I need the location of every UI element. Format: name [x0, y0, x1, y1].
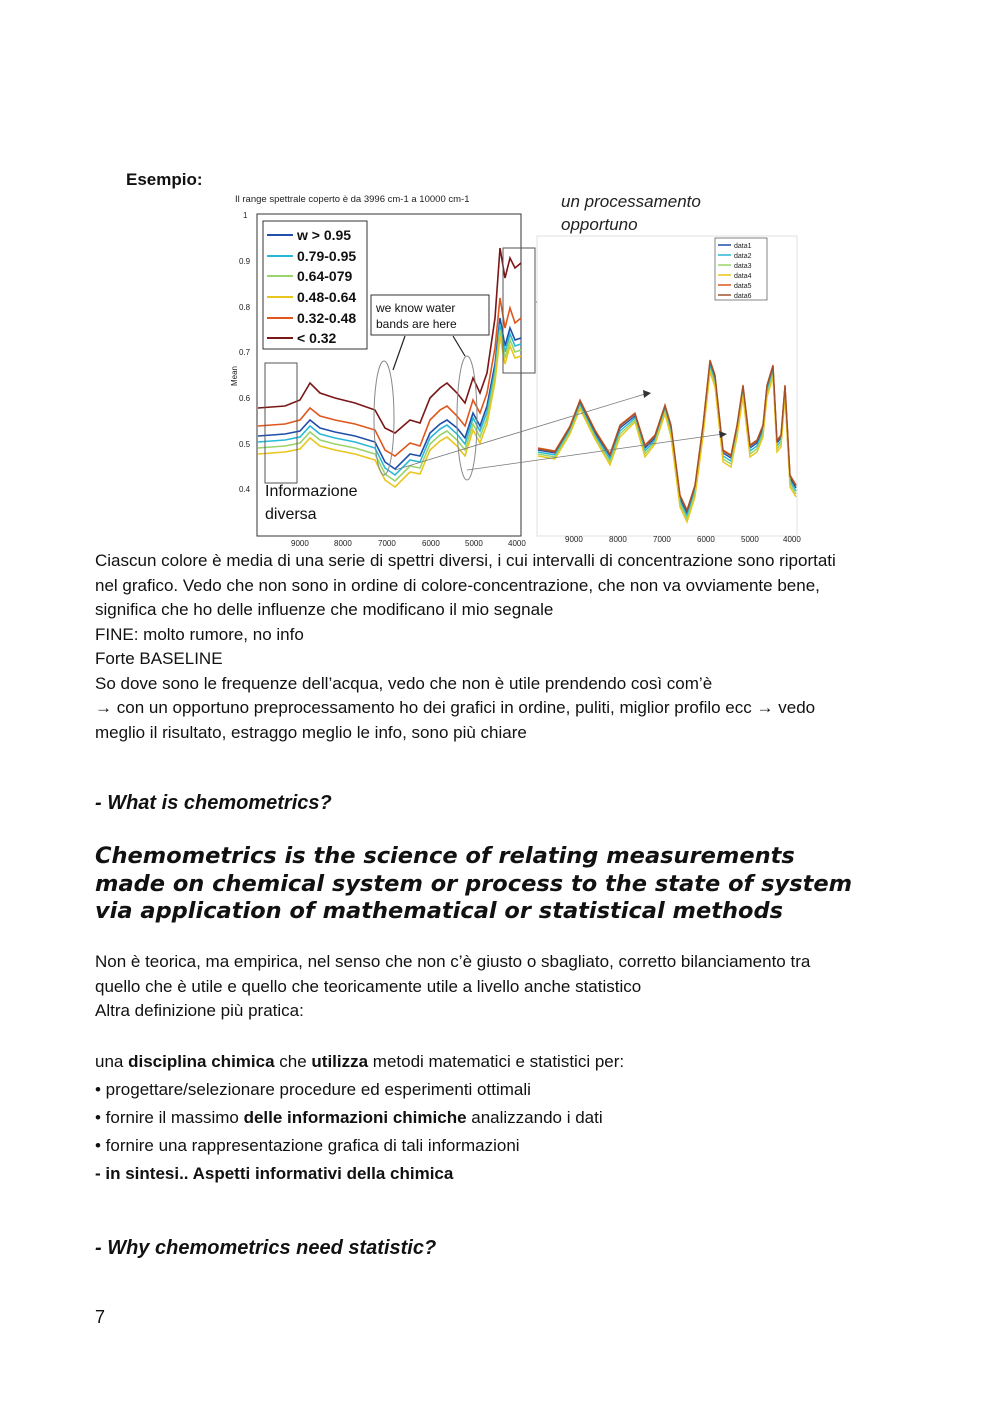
spectra-figure: [225, 188, 815, 548]
definition-block: [95, 843, 925, 926]
legend-label: < 0.32: [297, 330, 337, 346]
text-span: con un opportuno preprocessamento ho dei grafici in ordine, puliti, miglior profilo ecc: [116, 698, 752, 717]
text-line: Non è teorica, ma empirica, nel senso che non c’è giusto o sbagliato, corretto bilanciamento tra: [95, 952, 811, 971]
text-span: • fornire il massimo: [95, 1108, 244, 1127]
bold-span: utilizza: [311, 1052, 369, 1071]
info-line2: diversa: [265, 506, 317, 523]
text-line: Altra definizione più pratica:: [95, 1001, 304, 1020]
right-legend-label: data5: [734, 283, 752, 290]
x-tick: 6000: [422, 539, 440, 548]
y-tick: 0.9: [239, 257, 251, 266]
definition-line: via application of mathematical or statistical methods: [95, 898, 783, 924]
text-span: metodi matematici e statistici per:: [368, 1052, 625, 1071]
example-label: Esempio:: [126, 170, 203, 189]
bold-span: disciplina chimica: [128, 1052, 275, 1071]
text-span: vedo: [778, 698, 816, 717]
list-item: • progettare/selezionare procedure ed esperimenti ottimali: [95, 1080, 531, 1099]
summary-line: - in sintesi.. Aspetti informativi della chimica: [95, 1164, 454, 1183]
right-x-tick: 6000: [697, 535, 715, 544]
text-line: FINE: molto rumore, no info: [95, 624, 304, 644]
text-line: So dove sono le frequenze dell’acqua, vedo che non è utile prendendo così com’è: [95, 673, 713, 693]
bold-span: delle informazioni chimiche: [243, 1108, 467, 1127]
right-arrow-icon: →: [95, 698, 112, 717]
y-axis-label: Mean: [230, 365, 239, 386]
text-line: meglio il risultato, estraggo meglio le info, sono più chiare: [95, 722, 527, 742]
x-tick: 7000: [378, 539, 396, 548]
right-legend-label: data1: [734, 243, 752, 250]
text-line: nel grafico. Vedo che non sono in ordine di colore-concentrazione, che non va ovviamente bene,: [95, 575, 820, 595]
proc-line1: un processamento: [561, 192, 701, 211]
definition-line: made on chemical system or process to the state of system: [95, 870, 853, 897]
y-tick: 0.8: [239, 303, 251, 312]
question-heading-2: - Why chemometrics need statistic?: [95, 1237, 437, 1259]
right-legend-label: data3: [734, 263, 752, 270]
x-tick: 8000: [334, 539, 352, 548]
water-note-line2: bands are here: [376, 317, 457, 331]
y-tick: 1: [243, 211, 248, 220]
text-line: significa che ho delle influenze che modificano il mio segnale: [95, 600, 554, 619]
y-tick: 0.7: [239, 348, 251, 357]
definition-list: [95, 1048, 624, 1188]
text-line: Ciascun colore è media di una serie di spettri diversi, i cui intervalli di concentrazione sono riportati: [95, 551, 836, 570]
right-x-tick: 9000: [565, 535, 583, 544]
right-x-tick: 5000: [741, 535, 759, 544]
right-x-tick: 4000: [783, 535, 801, 544]
right-legend-label: data2: [734, 253, 752, 260]
list-intro: [95, 1048, 624, 1076]
legend-label: 0.32-0.48: [297, 310, 357, 326]
legend-label: 0.79-0.95: [297, 248, 357, 264]
text-span: analizzando i dati: [466, 1108, 603, 1127]
info-line1: Informazione: [265, 483, 358, 500]
list-item: [95, 1104, 624, 1132]
legend-label: 0.64-079: [297, 268, 353, 284]
explanation-paragraph: [95, 549, 915, 745]
text-line: Forte BASELINE: [95, 649, 223, 668]
water-note-line1: we know water: [376, 301, 456, 315]
right-legend-label: data6: [734, 293, 752, 300]
list-item: • fornire una rappresentazione grafica di tali informazioni: [95, 1136, 520, 1155]
second-paragraph: [95, 950, 915, 1024]
x-tick: 9000: [291, 539, 309, 548]
legend-label: 0.48-0.64: [297, 289, 357, 305]
x-tick: 4000: [508, 539, 526, 548]
right-arrow-icon: →: [756, 698, 774, 717]
right-x-tick: 7000: [653, 535, 671, 544]
definition-line: Chemometrics is the science of relating measurements: [95, 843, 795, 869]
page-number: 7: [95, 1307, 106, 1327]
proc-line2: opportuno: [561, 215, 638, 234]
y-tick: 0.5: [239, 440, 251, 449]
left-plot-title: Il range spettrale coperto è da 3996 cm-1 a 10000 cm-1: [235, 194, 470, 205]
spectra-figure-svg: [225, 188, 815, 548]
arrow-text-line: [95, 696, 915, 721]
text-span: una: [95, 1052, 129, 1071]
text-span: che: [274, 1052, 312, 1071]
legend-label: w > 0.95: [297, 227, 352, 243]
y-tick: 0.4: [239, 485, 251, 494]
question-heading-1: - What is chemometrics?: [95, 792, 332, 814]
x-tick: 5000: [465, 539, 483, 548]
y-tick: 0.6: [239, 394, 251, 403]
text-line: quello che è utile e quello che teoricamente utile a livello anche statistico: [95, 976, 642, 996]
right-x-tick: 8000: [609, 535, 627, 544]
right-legend-label: data4: [734, 273, 752, 280]
